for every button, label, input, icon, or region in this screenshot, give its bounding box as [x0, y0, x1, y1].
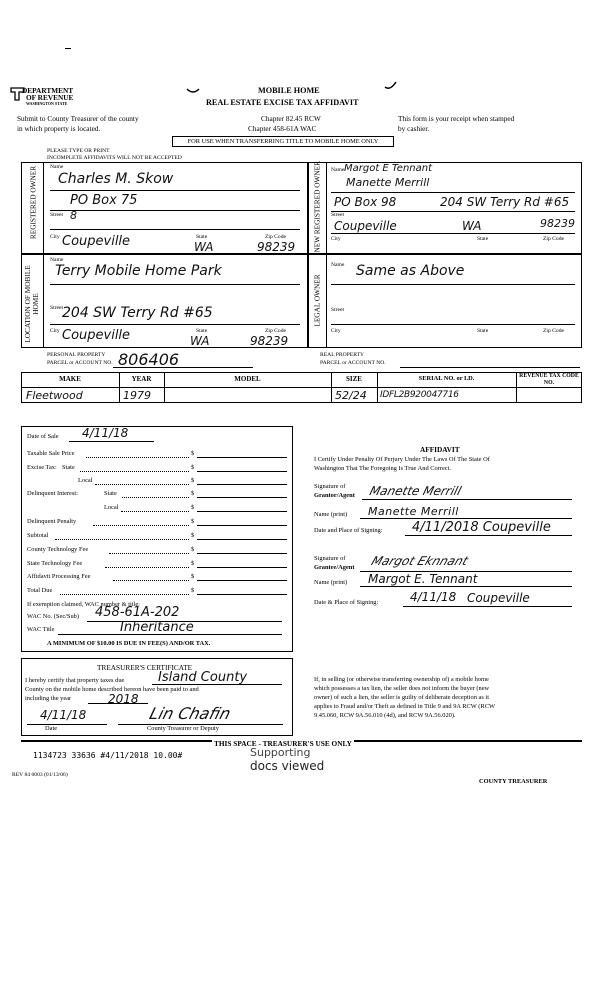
watermark-line1: Supporting — [250, 746, 311, 759]
no-name1-value: Margot E Tennant — [344, 163, 433, 174]
th-serial: SERIAL NO. or I.D. — [418, 375, 475, 382]
receipt-line2: by cashier. — [398, 124, 430, 133]
incomplete-note: INCOMPLETE AFFIDAVITS WILL NOT BE ACCEPTED — [47, 155, 182, 161]
delinquent-penalty-label: Delinquent Penalty — [27, 518, 77, 525]
treasurer-year: 2018 — [108, 692, 139, 706]
dept-line3: WASHINGTON STATE — [26, 101, 68, 106]
warning-line5: 9.45.060, RCW 9A.56.010 (4d), and RCW 9A.56.020). — [314, 712, 456, 719]
dollar-11: $ — [191, 587, 195, 594]
grantor-name-value: Manette Merrill — [368, 505, 459, 518]
exemption-label: If exemption claimed, WAC number & title: — [27, 601, 140, 608]
td-make: Fleetwood — [26, 389, 83, 402]
ro-zip-label: Zip Code — [265, 234, 286, 240]
transfer-banner: FOR USE WHEN TRANSFERRING TITLE TO MOBILE HOME ONLY — [172, 136, 394, 147]
no-name2-value: Manette Merrill — [346, 176, 430, 189]
chapter-rcw: Chapter 82.45 RCW — [261, 114, 321, 123]
loc-state-value: WA — [190, 334, 210, 348]
treasurer-use-label: THIS SPACE - TREASURER'S USE ONLY — [214, 739, 352, 748]
warning-line3: owner) of such a lien, the seller is guilty of deliberate deception as it — [314, 694, 489, 701]
lo-name-value: Same as Above — [356, 263, 465, 279]
no-zip-value: 98239 — [540, 217, 575, 230]
date-of-sale-value: 4/11/18 — [82, 426, 129, 440]
warning-line2: which possesses a tax lien, the seller does not inform the buyer (new — [314, 685, 490, 692]
ro-state-label: State — [196, 234, 208, 240]
grantee-name-label: Name (print) — [314, 579, 348, 586]
loc-zip-value: 98239 — [250, 334, 289, 348]
wac-title-label: WAC Title — [27, 626, 55, 633]
grantor-name-label: Name (print) — [314, 511, 348, 518]
no-address-value: PO Box 98 — [334, 195, 397, 209]
lo-zip-label: Zip Code — [543, 328, 564, 334]
title-affidavit: REAL ESTATE EXCISE TAX AFFIDAVIT — [206, 98, 359, 107]
grantee-date-value: 4/11/18 — [410, 590, 457, 604]
tick-mark-right — [384, 80, 398, 98]
dollar-1: $ — [191, 450, 195, 457]
delinquent-interest-label: Delinquent Interest: — [27, 490, 78, 497]
dollar-3: $ — [191, 477, 195, 484]
submit-line2: in which property is located. — [17, 124, 101, 133]
location-label: LOCATION OF MOBILE HOME — [23, 265, 40, 343]
new-owner-label: NEW REGISTERED OWNER — [312, 161, 322, 253]
no-state-value: WA — [462, 219, 482, 233]
warning-line1: If, in selling (or otherwise transferring ownership of) a mobile home — [314, 676, 489, 683]
pp-parcel-value: 806406 — [118, 350, 180, 369]
dept-line2: OF REVENUE — [26, 93, 74, 102]
watermark-line2: docs viewed — [250, 759, 325, 773]
excise-local-label: Local — [78, 477, 93, 484]
th-size: SIZE — [346, 375, 362, 383]
ro-city-label: City — [50, 234, 60, 240]
dollar-9: $ — [191, 560, 195, 567]
date-of-sale-label: Date of Sale — [27, 433, 59, 440]
lo-name-label: Name — [331, 262, 345, 268]
loc-city-label: City — [50, 328, 60, 334]
loc-zip-label: Zip Code — [265, 328, 286, 334]
no-zip-label: Zip Code — [543, 236, 564, 242]
grantee-name-value: Margot E. Tennant — [368, 572, 478, 586]
grantor-date-label: Date and Place of Signing: — [314, 527, 383, 534]
excise-state-label: State — [62, 464, 75, 471]
certify-line2: Washington That The Foregoing Is True And Correct. — [314, 465, 451, 472]
no-city-value: Coupeville — [334, 219, 397, 233]
submit-line1: Submit to County Treasurer of the county — [17, 114, 139, 123]
loc-city-value: Coupeville — [62, 328, 131, 343]
minimum-note: A MINIMUM OF $10.00 IS DUE IN FEE(S) AND/OR TAX. — [47, 640, 211, 647]
ro-name-value: Charles M. Skow — [58, 171, 174, 187]
warning-line4: applies to Fraud and/or Theft as defined in Title 9 and 9A RCW (RCW — [314, 703, 495, 710]
grantee-signature: Margot Eknnant — [369, 554, 471, 568]
grantee-sig-label1: Signature of — [314, 555, 346, 562]
state-tech-label: State Technology Fee — [27, 560, 83, 567]
county-tech-label: County Technology Fee — [27, 546, 89, 553]
affidavit-title: AFFIDAVIT — [420, 445, 460, 454]
lo-street-label: Street — [331, 307, 345, 313]
no-name-label: Name — [331, 167, 345, 173]
grantee-date-label: Date & Place of Signing: — [314, 599, 379, 606]
grantee-sig-label2: Grantee/Agent — [314, 564, 355, 571]
treasurer-signature: Lin Chafin — [147, 704, 233, 723]
wac-title-value: Inheritance — [120, 620, 194, 635]
lo-city-label: City — [331, 328, 341, 334]
treasurer-date-label: Date — [45, 725, 58, 732]
td-size: 52/24 — [335, 389, 367, 402]
dept-line1: DEPARTMENT — [22, 86, 74, 95]
treasurer-line1: I hereby certify that property taxes due — [25, 677, 125, 684]
subtotal-label: Subtotal — [27, 532, 49, 539]
ro-street-label: Street — [50, 212, 64, 218]
ro-state-value: WA — [194, 240, 214, 254]
dollar-10: $ — [191, 573, 195, 580]
registered-owner-label: REGISTERED OWNER — [28, 165, 38, 240]
no-address2-value: 204 SW Terry Rd #65 — [440, 195, 570, 209]
loc-street-value: 204 SW Terry Rd #65 — [62, 305, 213, 321]
no-state-label: State — [477, 236, 489, 242]
affidavit-fee-label: Affidavit Processing Fee — [27, 573, 91, 580]
di-state-label: State — [104, 490, 117, 497]
loc-state-label: State — [196, 328, 208, 334]
total-due-label: Total Due — [27, 587, 53, 594]
loc-street-label: Street — [50, 305, 64, 311]
pp-label2: PARCEL or ACCOUNT NO. — [47, 360, 113, 366]
td-serial: IDFL2B920047716 — [380, 390, 459, 400]
treasurer-line3: including the year — [25, 695, 72, 702]
chapter-wac: Chapter 458-61A WAC — [248, 124, 317, 133]
treasurer-sig-label: County Treasurer or Deputy — [147, 725, 219, 732]
dollar-6: $ — [191, 518, 195, 525]
stray-mark — [65, 48, 71, 49]
treasurer-date: 4/11/18 — [40, 708, 87, 722]
wac-no-label: WAC No. (Sec/Sub) — [27, 613, 80, 620]
grantor-sig-label1: Signature of — [314, 483, 346, 490]
rev-number: REV 84 0003 (01/13/06) — [12, 772, 68, 778]
ro-street-value: 8 — [70, 209, 77, 222]
dollar-2: $ — [191, 464, 195, 471]
wac-no-value: 458-61A-202 — [95, 605, 180, 620]
td-year: 1979 — [123, 389, 151, 402]
loc-name-value: Terry Mobile Home Park — [55, 263, 222, 279]
certify-line1: I Certify Under Penalty Of Perjury Under The Laws Of The State Of — [314, 456, 490, 463]
pp-label1: PERSONAL PROPERTY — [47, 352, 106, 358]
stamp-line: 1134723 33636 #4/11/2018 10.00# — [33, 751, 183, 760]
lo-state-label: State — [477, 328, 489, 334]
rp-label1: REAL PROPERTY — [320, 352, 365, 358]
ro-city-value: Coupeville — [62, 234, 131, 249]
dollar-4: $ — [191, 490, 195, 497]
th-code: REVENUE TAX CODE NO. — [519, 373, 579, 386]
dollar-8: $ — [191, 546, 195, 553]
county-treasurer-label: COUNTY TREASURER — [479, 778, 548, 785]
receipt-line1: This form is your receipt when stamped — [398, 114, 515, 123]
taxable-price-label: Taxable Sale Price — [27, 450, 75, 457]
tick-mark-left — [186, 82, 200, 100]
th-year: YEAR — [131, 375, 152, 383]
treasurer-title: TREASURER'S CERTIFICATE — [97, 663, 193, 672]
no-city-label: City — [331, 236, 341, 242]
type-or-print: PLEASE TYPE OR PRINT — [47, 148, 110, 154]
ro-address-value: PO Box 75 — [70, 193, 138, 208]
treasurer-line2: County on the mobile home described hereon have been paid to and — [25, 686, 199, 693]
loc-name-label: Name — [50, 257, 64, 263]
grantor-date-value: 4/11/2018 Coupeville — [412, 520, 551, 535]
th-make: MAKE — [59, 375, 81, 383]
title-mobile-home: MOBILE HOME — [258, 86, 320, 95]
excise-tax-label: Excise Tax: — [27, 464, 57, 471]
dollar-5: $ — [191, 504, 195, 511]
grantee-place-value: Coupeville — [467, 591, 530, 605]
ro-name-label: Name — [50, 164, 64, 170]
di-local-label: Local — [104, 504, 119, 511]
no-street-label: Street — [331, 212, 345, 218]
grantor-signature: Manette Merrill — [368, 484, 463, 498]
ro-zip-value: 98239 — [257, 240, 296, 254]
th-model: MODEL — [234, 375, 261, 383]
treasurer-county: Island County — [158, 670, 248, 685]
rp-label2: PARCEL or ACCOUNT NO. — [320, 360, 386, 366]
legal-owner-label: LEGAL OWNER — [312, 274, 322, 327]
dollar-7: $ — [191, 532, 195, 539]
grantor-sig-label2: Grantor/Agent — [314, 492, 355, 499]
